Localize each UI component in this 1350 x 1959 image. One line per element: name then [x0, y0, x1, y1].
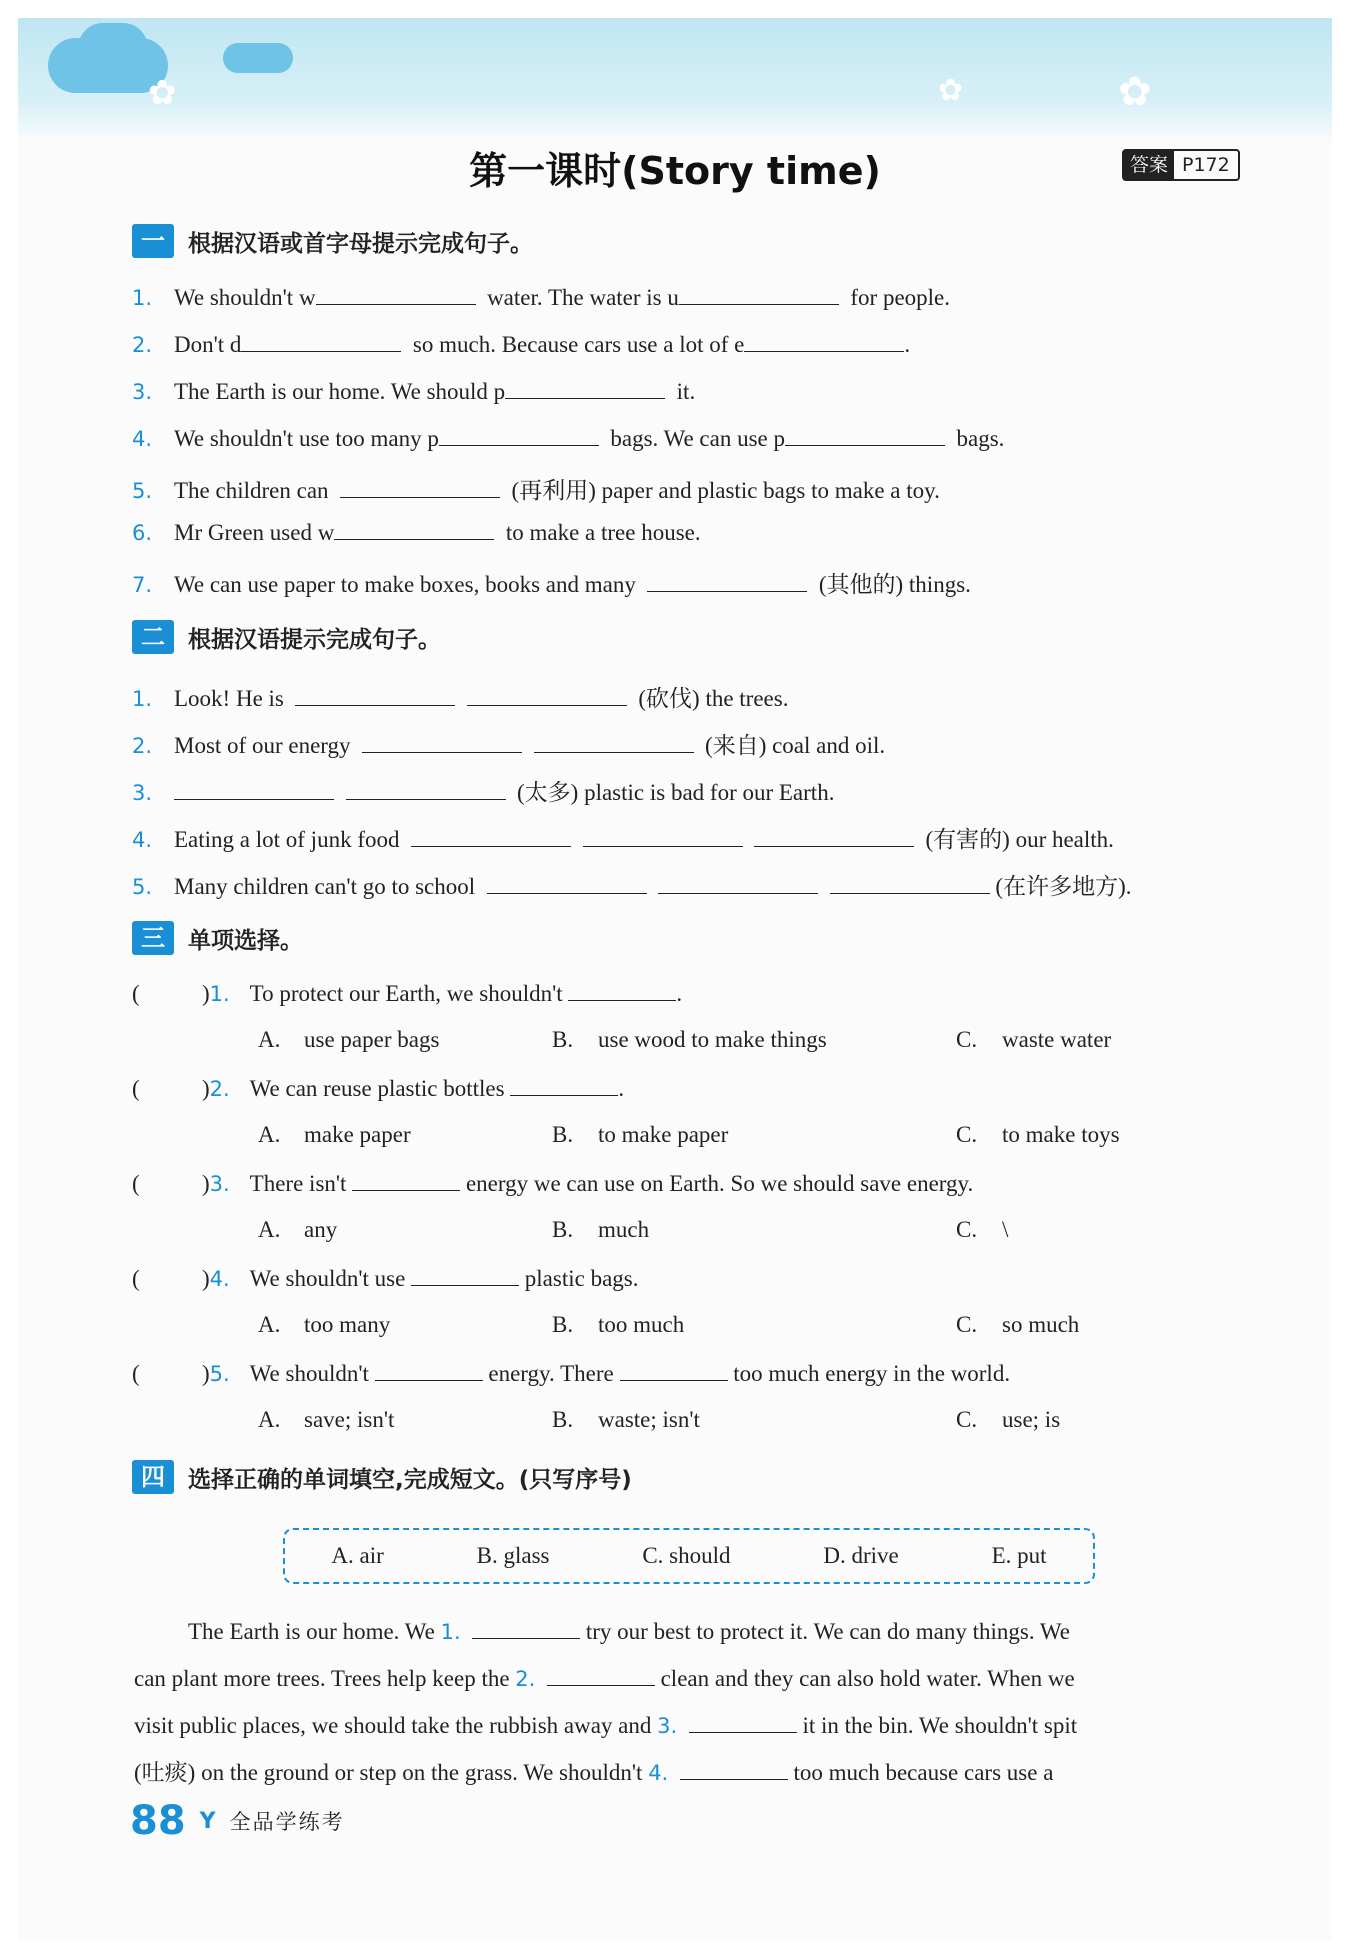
passage-text: (吐痰) on the ground or step on the grass. We shouldn't — [134, 1760, 649, 1785]
passage-text: it in the bin. We shouldn't spit — [796, 1713, 1078, 1738]
option-label: B. — [552, 1027, 574, 1052]
question: ( )3. There isn't energy we can use on Earth. So we should save energy. — [132, 1171, 974, 1196]
option-a[interactable] — [258, 1407, 394, 1433]
question-text: plastic bags. — [524, 1266, 639, 1291]
option-label: C. — [956, 1122, 978, 1147]
item-text: bags. We can use p — [610, 426, 786, 451]
list-item — [132, 425, 1004, 452]
option-label: C. — [956, 1217, 978, 1242]
section-2-heading — [132, 620, 441, 654]
sprout-icon: Y — [199, 1808, 216, 1834]
question: ( )5. We shouldn't energy. There too much energy in the world. — [132, 1361, 1011, 1386]
word-option: E. put — [991, 1543, 1047, 1568]
item-text: We can use paper to make boxes, books and many — [174, 572, 636, 597]
item-text: (砍伐) the trees. — [638, 686, 789, 711]
question-text: To protect our Earth, we shouldn't — [249, 981, 563, 1006]
answer-page: P172 — [1182, 154, 1230, 176]
item-text: . — [904, 332, 911, 357]
option-label: A. — [258, 1407, 281, 1432]
passage-line — [134, 1749, 1254, 1797]
item-number: 2. — [132, 734, 153, 758]
item-text: Mr Green used w — [174, 520, 335, 545]
item-number: 2. — [132, 333, 153, 357]
item-text: Eating a lot of junk food — [174, 827, 400, 852]
question: ( )4. We shouldn't use plastic bags. — [132, 1266, 639, 1291]
cloud-icon — [223, 43, 293, 73]
answer-blank[interactable] — [411, 1265, 519, 1286]
header-banner — [18, 18, 1332, 138]
answer-blank[interactable] — [352, 1170, 460, 1191]
flower-icon: ✿ — [148, 75, 177, 112]
item-text: (在许多地方). — [995, 874, 1132, 899]
option-b[interactable] — [552, 1217, 649, 1243]
option-label: A. — [258, 1122, 281, 1147]
passage-line — [134, 1608, 1254, 1656]
answer-blank[interactable] — [411, 826, 571, 847]
section-badge: 一 — [132, 224, 174, 258]
option-c[interactable] — [956, 1122, 1120, 1148]
answer-blank[interactable] — [754, 826, 914, 847]
option-text: \ — [1002, 1217, 1009, 1242]
blank-number: 2. — [515, 1667, 536, 1691]
option-text: waste; isn't — [598, 1407, 700, 1432]
option-label: C. — [956, 1407, 978, 1432]
section-badge: 二 — [132, 620, 174, 654]
item-text: (再利用) paper and plastic bags to make a toy. — [511, 478, 940, 503]
option-text: to make paper — [598, 1122, 729, 1147]
option-a[interactable] — [258, 1122, 411, 1148]
answer-blank[interactable] — [547, 1665, 655, 1686]
item-text: (有害的) our health. — [925, 827, 1114, 852]
item-number: 2. — [209, 1077, 230, 1101]
option-label: B. — [552, 1312, 574, 1337]
list-item — [132, 774, 834, 807]
option-text: much — [598, 1217, 650, 1242]
answer-blank[interactable] — [505, 378, 665, 399]
answer-blank[interactable] — [785, 425, 945, 446]
option-label: A. — [258, 1027, 281, 1052]
answer-reference — [1122, 149, 1240, 181]
answer-blank[interactable] — [658, 873, 818, 894]
item-number: 7. — [132, 573, 153, 597]
item-text: We shouldn't use too many p — [174, 426, 439, 451]
section-badge: 四 — [132, 1460, 174, 1494]
list-item — [132, 284, 950, 311]
option-text: too many — [304, 1312, 391, 1337]
answer-blank[interactable] — [375, 1360, 483, 1381]
answer-blank[interactable] — [362, 732, 522, 753]
option-a[interactable] — [258, 1312, 390, 1338]
blank-number: 1. — [440, 1620, 461, 1644]
item-text: for people. — [850, 285, 951, 310]
option-text: use wood to make things — [598, 1027, 827, 1052]
answer-label: 答案 — [1124, 151, 1174, 179]
passage-text: clean and they can also hold water. When we — [654, 1666, 1075, 1691]
option-text: any — [304, 1217, 338, 1242]
item-number: 1. — [209, 982, 230, 1006]
brand-name: 全品学练考 — [229, 1810, 345, 1834]
item-number: 5. — [209, 1362, 230, 1386]
option-label: A. — [258, 1312, 281, 1337]
page-footer — [130, 1798, 345, 1844]
question-text: energy we can use on Earth. So we should save energy. — [465, 1171, 974, 1196]
section-title: 根据汉语提示完成句子。 — [188, 626, 441, 653]
answer-blank[interactable] — [467, 685, 627, 706]
item-text: bags. — [956, 426, 1005, 451]
question-text: too much energy in the world. — [733, 1361, 1011, 1386]
item-number: 1. — [132, 687, 153, 711]
list-item — [132, 821, 1114, 854]
answer-blank[interactable] — [744, 331, 904, 352]
blank-number: 4. — [648, 1761, 669, 1785]
item-text: Most of our energy — [174, 733, 351, 758]
answer-blank[interactable] — [689, 1712, 797, 1733]
item-number: 5. — [132, 479, 153, 503]
blank-number: 3. — [657, 1714, 678, 1738]
answer-blank[interactable] — [583, 826, 743, 847]
item-number: 3. — [209, 1172, 230, 1196]
answer-blank[interactable] — [295, 685, 455, 706]
question: ( )1. To protect our Earth, we shouldn't . — [132, 981, 683, 1006]
item-number: 3. — [132, 781, 153, 805]
item-number: 3. — [132, 380, 153, 404]
list-item — [132, 519, 701, 546]
answer-blank[interactable] — [830, 873, 990, 894]
answer-blank[interactable] — [334, 519, 494, 540]
item-text: Many children can't go to school — [174, 874, 476, 899]
answer-blank[interactable] — [679, 284, 839, 305]
option-c[interactable] — [956, 1312, 1079, 1338]
answer-blank[interactable] — [487, 873, 647, 894]
item-text: The Earth is our home. We should p — [174, 379, 506, 404]
answer-blank[interactable] — [647, 571, 807, 592]
list-item — [132, 868, 1131, 901]
option-a[interactable] — [258, 1027, 439, 1053]
option-text: make paper — [304, 1122, 411, 1147]
option-text: too much — [598, 1312, 685, 1337]
passage-line — [134, 1702, 1254, 1750]
option-a[interactable] — [258, 1217, 337, 1243]
word-bank — [283, 1528, 1095, 1584]
answer-blank[interactable] — [340, 477, 500, 498]
answer-blank[interactable] — [241, 331, 401, 352]
page-title: 第一课时(Story time) — [469, 149, 881, 193]
option-text: use paper bags — [304, 1027, 440, 1052]
list-item — [132, 472, 940, 505]
answer-blank[interactable] — [534, 732, 694, 753]
section-badge: 三 — [132, 921, 174, 955]
option-text: use; is — [1002, 1407, 1061, 1432]
option-label: C. — [956, 1027, 978, 1052]
passage-text: too much because cars use a — [787, 1760, 1054, 1785]
question-text: We shouldn't — [249, 1361, 369, 1386]
passage-text: The Earth is our home. We — [188, 1619, 441, 1644]
item-text: (其他的) things. — [818, 572, 971, 597]
page-number: 88 — [130, 1798, 186, 1844]
item-number: 6. — [132, 521, 153, 545]
passage-text: can plant more trees. Trees help keep the — [134, 1666, 516, 1691]
answer-blank[interactable] — [174, 779, 334, 800]
option-c[interactable] — [956, 1217, 1008, 1243]
item-text: Look! He is — [174, 686, 284, 711]
section-title: 单项选择。 — [188, 927, 303, 954]
list-item — [132, 378, 695, 405]
option-label: B. — [552, 1407, 574, 1432]
item-text: Don't d — [174, 332, 242, 357]
option-b[interactable] — [552, 1122, 728, 1148]
question-text: . — [676, 981, 683, 1006]
question: ( )2. We can reuse plastic bottles . — [132, 1076, 625, 1101]
answer-blank[interactable] — [316, 284, 476, 305]
item-number: 4. — [209, 1267, 230, 1291]
option-b[interactable] — [552, 1407, 700, 1433]
option-label: B. — [552, 1217, 574, 1242]
word-option: D. drive — [823, 1543, 899, 1568]
question-text: There isn't — [249, 1171, 347, 1196]
option-c[interactable] — [956, 1407, 1060, 1433]
word-option: C. should — [642, 1543, 731, 1568]
list-item — [132, 680, 788, 713]
list-item — [132, 727, 885, 760]
answer-blank[interactable] — [568, 980, 676, 1001]
word-option: A. air — [331, 1543, 384, 1568]
question-text: . — [618, 1076, 625, 1101]
question-text: We can reuse plastic bottles — [249, 1076, 505, 1101]
option-text: to make toys — [1002, 1122, 1120, 1147]
option-text: save; isn't — [304, 1407, 395, 1432]
cloud-icon — [78, 23, 148, 73]
item-text: (太多) plastic is bad for our Earth. — [517, 780, 835, 805]
item-text: so much. Because cars use a lot of e — [412, 332, 745, 357]
option-label: B. — [552, 1122, 574, 1147]
list-item — [132, 331, 910, 358]
flower-icon: ✿ — [938, 74, 964, 107]
option-c[interactable] — [956, 1027, 1111, 1053]
answer-blank[interactable] — [472, 1618, 580, 1639]
answer-blank[interactable] — [620, 1360, 728, 1381]
item-text: The children can — [174, 478, 329, 503]
item-number: 4. — [132, 427, 153, 451]
option-b[interactable] — [552, 1312, 684, 1338]
word-option: B. glass — [476, 1543, 550, 1568]
passage-line — [134, 1655, 1254, 1703]
answer-blank[interactable] — [346, 779, 506, 800]
flower-icon: ✿ — [1118, 69, 1152, 114]
answer-blank[interactable] — [439, 425, 599, 446]
item-number: 1. — [132, 286, 153, 310]
item-text: it. — [676, 379, 696, 404]
item-number: 5. — [132, 875, 153, 899]
item-text: to make a tree house. — [505, 520, 701, 545]
option-b[interactable] — [552, 1027, 827, 1053]
option-text: so much — [1002, 1312, 1080, 1337]
section-title: 选择正确的单词填空,完成短文。(只写序号) — [188, 1466, 632, 1493]
passage-text: visit public places, we should take the rubbish away and — [134, 1713, 658, 1738]
section-1-heading — [132, 224, 533, 258]
question-text: energy. There — [488, 1361, 614, 1386]
list-item — [132, 566, 971, 599]
section-4-heading — [132, 1460, 632, 1494]
option-label: C. — [956, 1312, 978, 1337]
item-text: water. The water is u — [487, 285, 679, 310]
option-label: A. — [258, 1217, 281, 1242]
question-text: We shouldn't use — [249, 1266, 406, 1291]
answer-blank[interactable] — [510, 1075, 618, 1096]
section-title: 根据汉语或首字母提示完成句子。 — [188, 230, 533, 257]
passage-text: try our best to protect it. We can do many things. We — [580, 1619, 1070, 1644]
item-text: (来自) coal and oil. — [705, 733, 886, 758]
answer-blank[interactable] — [680, 1759, 788, 1780]
item-number: 4. — [132, 828, 153, 852]
option-text: waste water — [1002, 1027, 1112, 1052]
item-text: We shouldn't w — [174, 285, 316, 310]
section-3-heading — [132, 921, 303, 955]
